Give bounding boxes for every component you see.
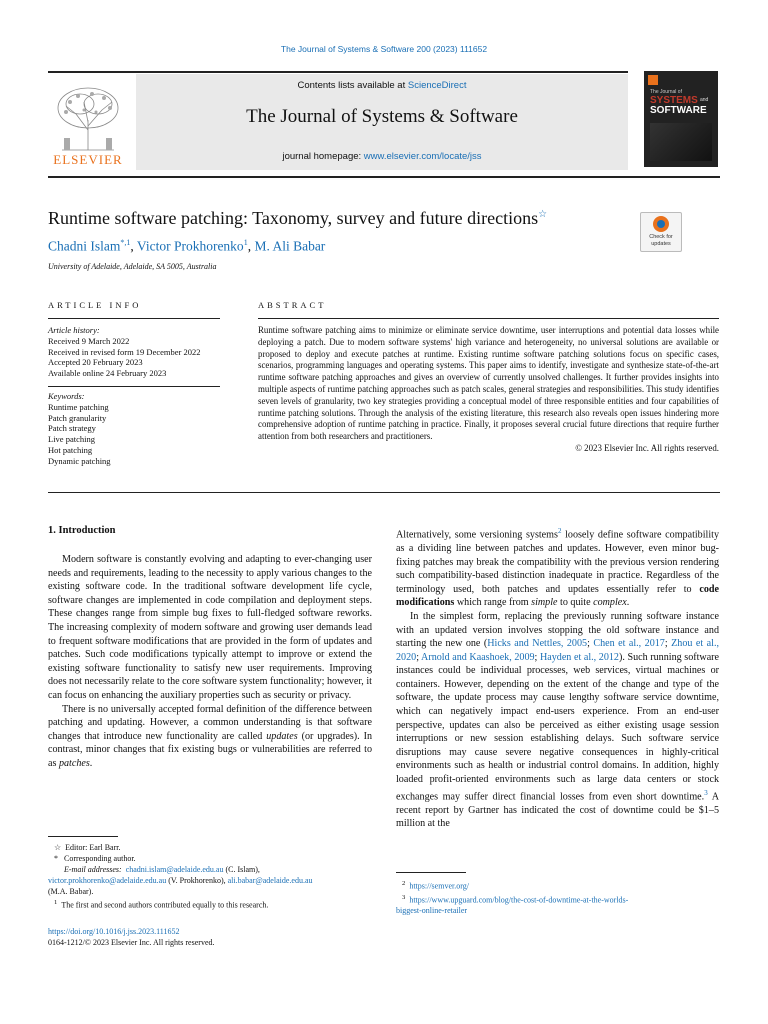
footnote-3-link-cont[interactable]: biggest-online-retailer [396, 906, 468, 916]
doi-link[interactable]: https://doi.org/10.1016/j.jss.2023.111652 [48, 927, 180, 936]
cover-software: SOFTWARE [650, 105, 707, 116]
email-label: E-mail addresses: [64, 865, 122, 874]
cover-badge [648, 75, 658, 85]
history-label: Article history: [48, 325, 100, 335]
cover-small-text: The Journal of [650, 89, 682, 95]
header-bottom-rule [48, 176, 720, 178]
doi-block [48, 926, 378, 948]
keyword: Dynamic patching [48, 455, 111, 466]
elsevier-logo [48, 80, 128, 166]
history-received: Received 9 March 2022 [48, 335, 130, 346]
abstract-heading: ABSTRACT [258, 300, 327, 310]
author-1[interactable]: Chadni Islam [48, 238, 121, 254]
keywords-list [48, 391, 228, 467]
keyword: Hot patching [48, 444, 93, 455]
article-info-heading: ARTICLE INFO [48, 300, 142, 310]
right-column-body [396, 525, 719, 831]
check-updates-icon [653, 216, 669, 232]
abstract-text: Runtime software patching aims to minimize or eliminate service downtime, user interruptions and potential data losses while deploying a patch. Due to modern software systems' high variance and heterogeneity, no universal solutions are available or proposed to deploy and execute patches at runtime. Existing runtime software patching solutions focus on specific cases, scenarios, programming languages and operating systems. This paper aims to identify, investigate and synthesize state-of-the-art runtime software patching approaches and gives an overview of currently unsolved challenges. It further provides insights into multiple aspects of runtime patching approaches such as patch scales, general strategies and responsibilities. This study identifies seven levels of granularity, two key strategies providing a conceptual model of three responsible entities and four capabilities of runtime patching solutions. Through the analysis of the existing literature, this research also reveals open issues hindering more comprehensive adoption of runtime patching in practice. Finally, it proposes several crucial future directions that require further attention from both researchers and practitioners. [258, 325, 719, 442]
right-paragraph-1: Alternatively, some versioning systems$^2$ loosely define software compatibility as a dividing line between patches and updates. However, even minor bug-fixing patches may break the compatibility with the previous version rendering such compatibility-based distinction inadequate in practice. Regardless of the terminology used, both patches and updates essentially refer to code modifications which range from simple to quite complex. [396, 527, 719, 609]
article-info-rule [48, 318, 220, 319]
footnote-rule-left [48, 836, 118, 837]
citation-link[interactable]: Zhou et al., 2020 [396, 638, 719, 663]
publisher-name: ELSEVIER [53, 152, 123, 166]
keyword: Patch strategy [48, 423, 96, 434]
footnotes-left: ☆ Editor: Earl Barr. * Corresponding author. E-mail addresses: chadni.islam@adelaide.edu.au (C. Islam), victor.prokhorenko@adelaide.edu.au (V. Prokhorenko), ali.babar@adelaide.edu.au (M.A. Babar). $^1$ The first and second authors contributed equally to this research. [48, 843, 313, 910]
citation-link[interactable]: Hicks and Nettles, 2005 [487, 638, 588, 650]
citation-link[interactable]: Chen et al., 2017 [593, 638, 665, 650]
author-2-marks[interactable]: 1 [243, 238, 248, 247]
cover-systems: SYSTEMS [650, 95, 698, 106]
editor-note: Editor: Earl Barr. [65, 843, 121, 852]
journal-reference[interactable]: The Journal of Systems & Software 200 (2023) 111652 [280, 44, 488, 54]
keywords-rule [48, 386, 220, 387]
footnote-ref-2[interactable]: 2 [557, 527, 562, 535]
editor-mark: ☆ [54, 843, 62, 852]
sciencedirect-link[interactable]: ScienceDirect [407, 80, 467, 91]
right-paragraph-2: In the simplest form, replacing the previously running software instance with an updated version involves stopping the old software instance and starting the new one (Hicks and Nettles, 2005; Chen et al., 2017; Zhou et al., 2020; Arnold and Kaashoek, 2009; Hayden et al., 2012). Such running software instances could be individual processes, web services, virtual machines or containers. However, depending on the extent of the change and type of the software, the update process may cause lengthy software service downtime, which can negatively impact end-users experience. From an end-user perspective, updates can also be perceived as either existing usage session interruptions or new session establishing delays. Such software service disruptions may cause severe negative consequences in highly-critical environments such as health or industrial control domains. In addition, highly loaded profit-oriented environments such as large data centers or stock exchanges may suffer direct financial losses from even short downtime.$^3$ A recent report by Gartner has indicated the cost of downtime could be $1–5 million at the [396, 610, 720, 830]
journal-cover [644, 71, 718, 167]
history-online: Available online 24 February 2023 [48, 368, 167, 379]
footnote-ref-3[interactable]: 3 [704, 788, 708, 797]
contents-prefix: Contents lists available at [297, 80, 408, 91]
article-title-text: Runtime software patching: Taxonomy, survey and future directions [48, 208, 539, 228]
abstract-body [258, 325, 719, 455]
keyword: Runtime patching [48, 401, 109, 412]
author-3[interactable]: M. Ali Babar [254, 238, 326, 254]
article-title [48, 208, 628, 229]
header-top-rule [48, 71, 628, 73]
history-accepted: Accepted 20 February 2023 [48, 357, 143, 368]
author-2[interactable]: Victor Prokhorenko [136, 238, 244, 254]
homepage-prefix: journal homepage: [282, 151, 364, 162]
abstract-bottom-rule [48, 492, 720, 493]
citation-link[interactable]: Arnold and Kaashoek, 2009 [421, 651, 535, 663]
affiliation: University of Adelaide, Adelaide, SA 5005, Australia [48, 262, 217, 271]
title-footnote-mark[interactable]: ☆ [538, 209, 548, 220]
footnote-3-link[interactable]: https://www.upguard.com/blog/the-cost-of-downtime-at-the-worlds- [409, 895, 629, 905]
keyword: Patch granularity [48, 412, 107, 423]
footnote-1-mark: 1 [54, 899, 58, 906]
citation-link[interactable]: Hayden et al., 2012 [539, 651, 619, 663]
footnote-1: The first and second authors contributed equally to this research. [61, 900, 269, 910]
contents-line [136, 80, 628, 91]
intro-paragraph-1: Modern software is constantly evolving and adapting to ever-changing user needs and requirements, leading to the necessity to apply various changes to the existing software code. In the traditional software development life cycle, software changes are implemented in code compilation and deployment steps. These changes range from simple bug fixes to full-fledged software reworks. The increasing complexity of modern software and growing user demands lead to frequent software modifications that are provided in the form of updates and patches. Such code modifications typically attempt to improve or extend the existing software functionality to satisfy new user requirements. Improving does not necessarily relate to the core software system functionality; however, it can focus on enhancing the auxiliary properties such as security or privacy. [48, 554, 372, 701]
keywords-label: Keywords: [48, 391, 85, 401]
introduction-body [48, 553, 372, 771]
corresponding-mark: * [54, 854, 58, 863]
email-link-3[interactable]: ali.babar@adelaide.edu.au [227, 876, 313, 885]
cover-and: and [700, 97, 709, 103]
section-heading-introduction: 1. Introduction [48, 525, 116, 536]
check-updates-line1: Check for [649, 234, 673, 240]
abstract-rule [258, 318, 719, 319]
issn-line: 0164-1212/© 2023 Elsevier Inc. All rights reserved. [48, 938, 215, 947]
history-revised: Received in revised form 19 December 2022 [48, 346, 201, 357]
keyword: Live patching [48, 434, 95, 445]
cover-art [650, 123, 712, 161]
email-link-2[interactable]: victor.prokhorenko@adelaide.edu.au [48, 876, 167, 885]
article-history [48, 325, 228, 379]
intro-paragraph-2: There is no universally accepted formal definition of the difference between patching and updating. However, a common understanding is that software changes that introduce new functionality are called updates (or upgrades). In contrast, minor changes that fix existing bugs or vulnerabilities are referred to as patches. [48, 703, 372, 769]
footnote-2-link[interactable]: https://semver.org/ [409, 881, 469, 891]
footnote-rule-right [396, 872, 466, 873]
homepage-line [136, 151, 628, 162]
homepage-link[interactable]: www.elsevier.com/locate/jss [363, 151, 482, 162]
check-for-updates-badge[interactable] [640, 212, 682, 252]
abstract-copyright: © 2023 Elsevier Inc. All rights reserved. [575, 442, 719, 453]
email-link-1[interactable]: chadni.islam@adelaide.edu.au [125, 865, 224, 874]
corresponding-note: Corresponding author. [64, 854, 136, 863]
footnotes-right: $^2$ https://semver.org/ $^3$ https://www.upguard.com/blog/the-cost-of-downtime-at-the-worlds- biggest-online-retailer [396, 878, 719, 916]
check-updates-line2: updates [651, 240, 671, 247]
author-list: Chadni Islam$^{*,1}$, Victor Prokhorenko$^1$, M. Ali Babar [48, 238, 326, 254]
journal-title: The Journal of Systems & Software [246, 106, 518, 127]
author-1-marks[interactable]: *,1 [120, 238, 131, 247]
